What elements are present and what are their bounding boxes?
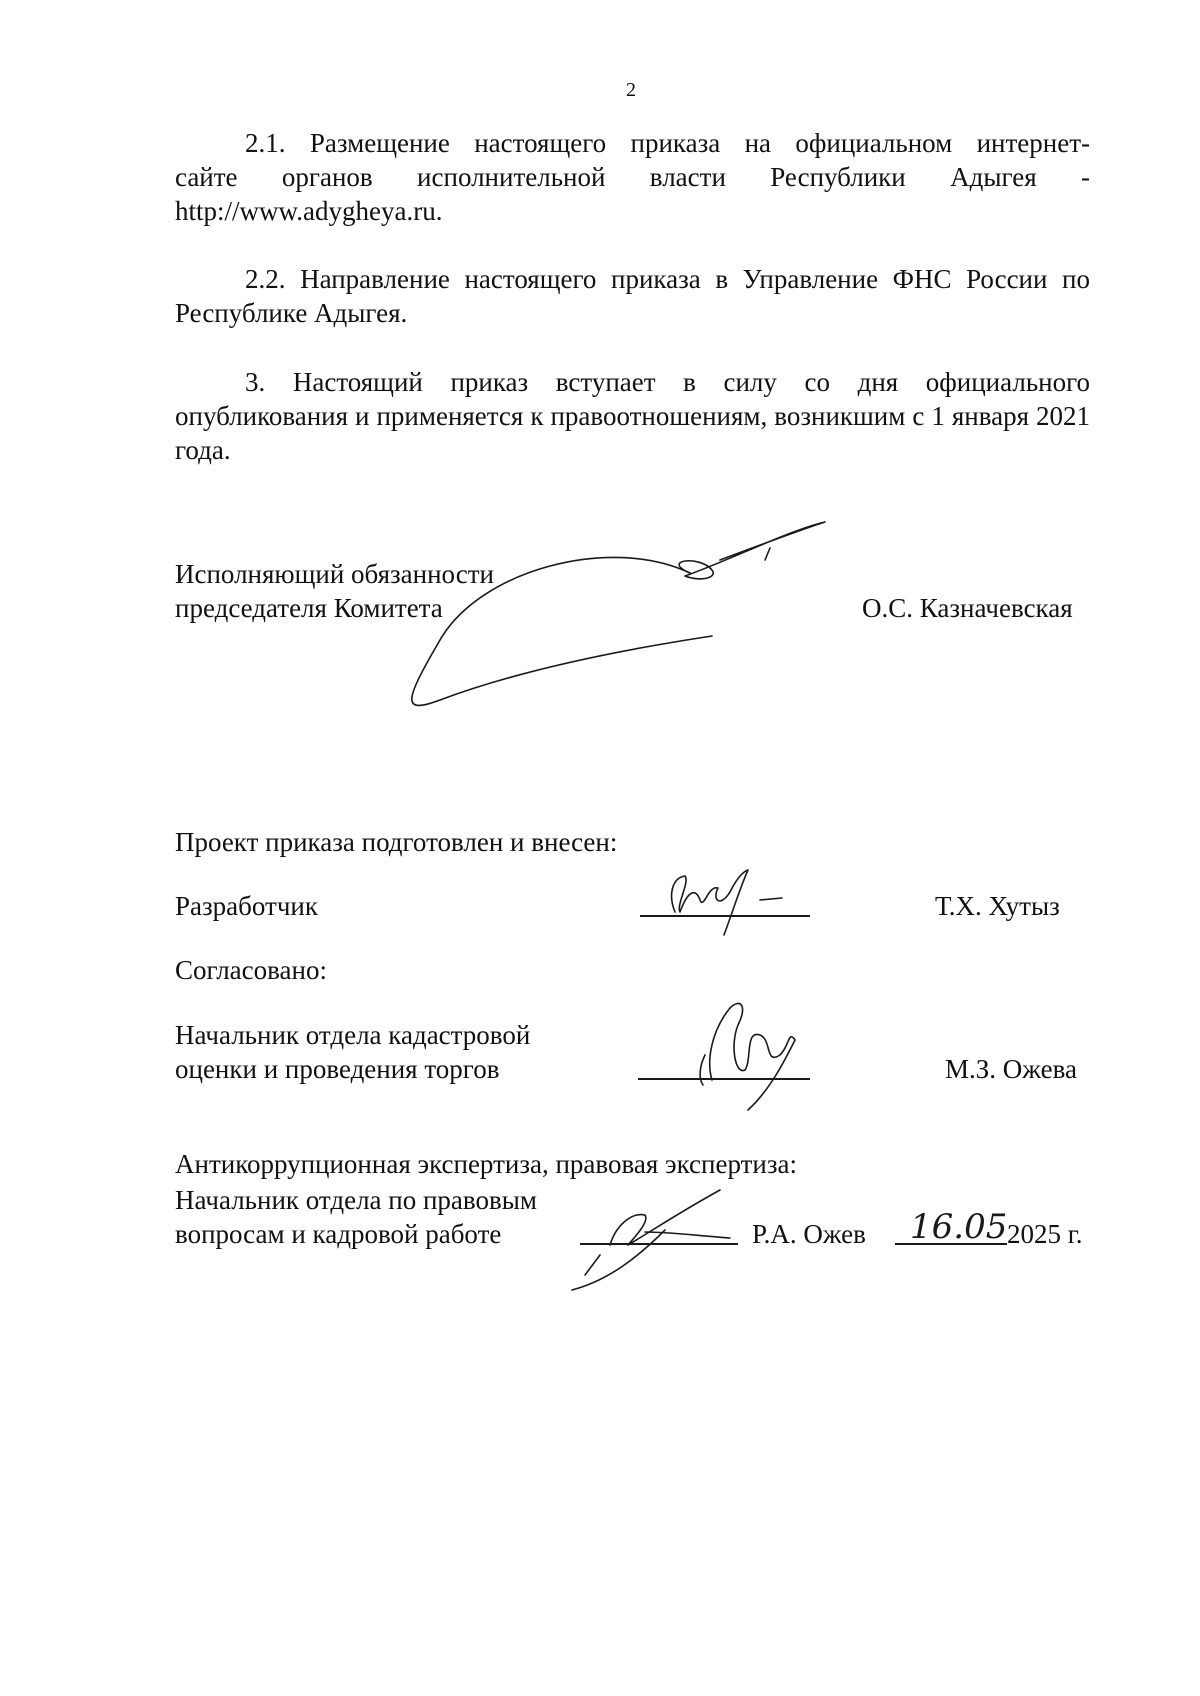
expertise-date-suffix: 2025 г. <box>1007 1219 1083 1249</box>
page-number: 2 <box>626 79 636 101</box>
agreed-role-line-1: Начальник отдела кадастровой <box>175 1020 531 1050</box>
developer-name: Т.Х. Хутыз <box>935 891 1060 921</box>
paragraph-2-1-line-3: http://www.adygheya.ru. <box>175 196 443 226</box>
expertise-role-line-2: вопросам и кадровой работе <box>175 1219 502 1249</box>
signatory-name: О.С. Казначевская <box>862 593 1073 623</box>
expertise-role-line-1: Начальник отдела по правовым <box>175 1185 537 1215</box>
expertise-heading: Антикоррупционная экспертиза, правовая экспертиза: <box>175 1149 798 1179</box>
signatory-title-line-1: Исполняющий обязанности <box>175 559 494 589</box>
project-heading: Проект приказа подготовлен и внесен: <box>175 827 618 857</box>
handwritten-date-text: 16.05 <box>910 1207 1008 1247</box>
expertise-name: Р.А. Ожев <box>752 1219 866 1249</box>
paragraph-3: 3. Настоящий приказ вступает в силу со дня официального опубликования и применяется к правоотношениям, возникшим с 1 января 2021 года. <box>175 367 1090 465</box>
agreed-name: М.З. Ожева <box>945 1054 1077 1084</box>
paragraph-2-2: 2.2. Направление настоящего приказа в Управление ФНС России по Республике Адыгея. <box>175 264 1090 328</box>
agreed-role-line-2: оценки и проведения торгов <box>175 1054 500 1084</box>
developer-role: Разработчик <box>175 891 318 921</box>
agreed-heading: Согласовано: <box>175 955 327 985</box>
paragraph-2-1-line-1: 2.1. Размещение настоящего приказа на официальном интернет- <box>245 128 1090 158</box>
signatory-title-line-2: председателя Комитета <box>175 593 443 623</box>
paragraph-2-1-line-2: сайте органов исполнительной власти Республики Адыгея - <box>175 162 1090 192</box>
